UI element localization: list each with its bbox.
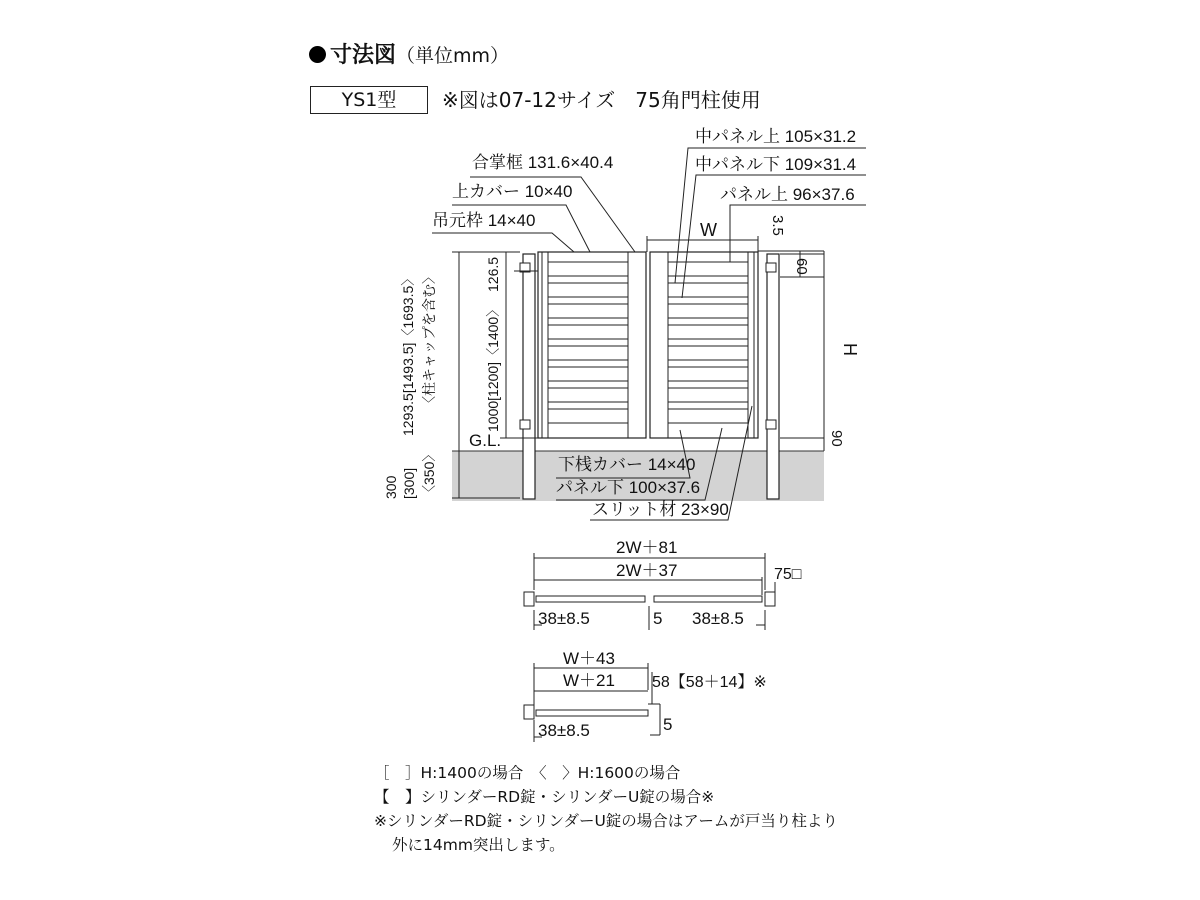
label-slit: スリット材 23×90 xyxy=(592,500,729,519)
label-gassho: 合掌框 131.6×40.4 xyxy=(472,153,614,172)
dim-2w-81: 2W＋81 xyxy=(616,538,678,557)
dim-left-offset: 38±8.5 xyxy=(538,609,590,628)
dim-top-gap: 3.5 xyxy=(769,215,786,236)
footnote-4: 外に14mm突出します。 xyxy=(392,836,565,854)
right-post xyxy=(767,254,779,499)
dim-post-note: 〈柱キャップを含む〉 xyxy=(421,270,437,410)
label-panel-top: パネル上 96×37.6 xyxy=(720,185,855,204)
dim-single-offset: 38±8.5 xyxy=(538,721,590,740)
footnote-1: ［ ］H:1400の場合 〈 〉H:1600の場合 xyxy=(374,764,681,782)
dim-top-60: 60 xyxy=(793,258,810,275)
label-lower-cover: 下桟カバー 14×40 xyxy=(558,455,696,474)
right-leaf-frame xyxy=(650,252,758,438)
dim-gate-height: 1000[1200]〈1400〉 xyxy=(485,302,501,432)
dim-post-height: 1293.5[1493.5]〈1693.5〉 xyxy=(400,271,416,436)
label-mid-panel-bottom: 中パネル下 109×31.4 xyxy=(695,155,857,174)
dim-depth: 58【58＋14】※ xyxy=(652,674,767,691)
figure-note: ※図は07-12サイズ 75角門柱使用 xyxy=(442,88,761,112)
right-gate-leaf xyxy=(650,252,758,438)
footnote-3: ※シリンダーRD錠・シリンダーU錠の場合はアームが戸当り柱より xyxy=(374,812,838,830)
dim-bury-2: [300] xyxy=(401,467,417,499)
dim-right-offset: 38±8.5 xyxy=(692,609,744,628)
left-leaf-frame xyxy=(538,252,646,438)
title-unit: （単位mm） xyxy=(396,45,510,67)
left-gate-leaf xyxy=(538,252,646,438)
label-mid-panel-top: 中パネル上 105×31.2 xyxy=(695,127,857,146)
dim-bottom-90: 90 xyxy=(828,430,845,447)
dim-single-gap: 5 xyxy=(663,715,673,734)
label-gl: G.L. xyxy=(469,431,502,450)
dim-w-21: W＋21 xyxy=(563,671,615,690)
dim-w: W xyxy=(700,220,717,240)
dim-bury-3: 〈350〉 xyxy=(421,447,437,499)
dim-h: H xyxy=(840,343,860,356)
dim-bury-1: 300 xyxy=(383,475,399,499)
dim-center-gap: 5 xyxy=(653,609,663,628)
footnote-2: 【 】シリンダーRD錠・シリンダーU錠の場合※ xyxy=(374,788,715,806)
title-text: 寸法図 xyxy=(330,43,397,68)
dim-gate-top: 126.5 xyxy=(485,256,501,292)
plan-double-gate xyxy=(524,538,802,630)
right-top-hinge xyxy=(766,263,776,272)
right-bottom-hinge xyxy=(766,420,776,429)
plan-single-gate xyxy=(524,649,767,742)
left-post xyxy=(523,254,535,499)
type-label-box: YS1型 xyxy=(310,86,428,114)
label-upper-cover: 上カバー 10×40 xyxy=(452,182,573,201)
dim-2w-37: 2W＋37 xyxy=(616,561,678,580)
dim-w-43: W＋43 xyxy=(563,649,615,668)
label-hanging-frame: 吊元枠 14×40 xyxy=(432,211,536,230)
label-panel-bottom: パネル下 100×37.6 xyxy=(556,478,701,497)
dim-post-size: 75□ xyxy=(774,566,802,583)
left-bottom-hinge xyxy=(520,420,530,429)
